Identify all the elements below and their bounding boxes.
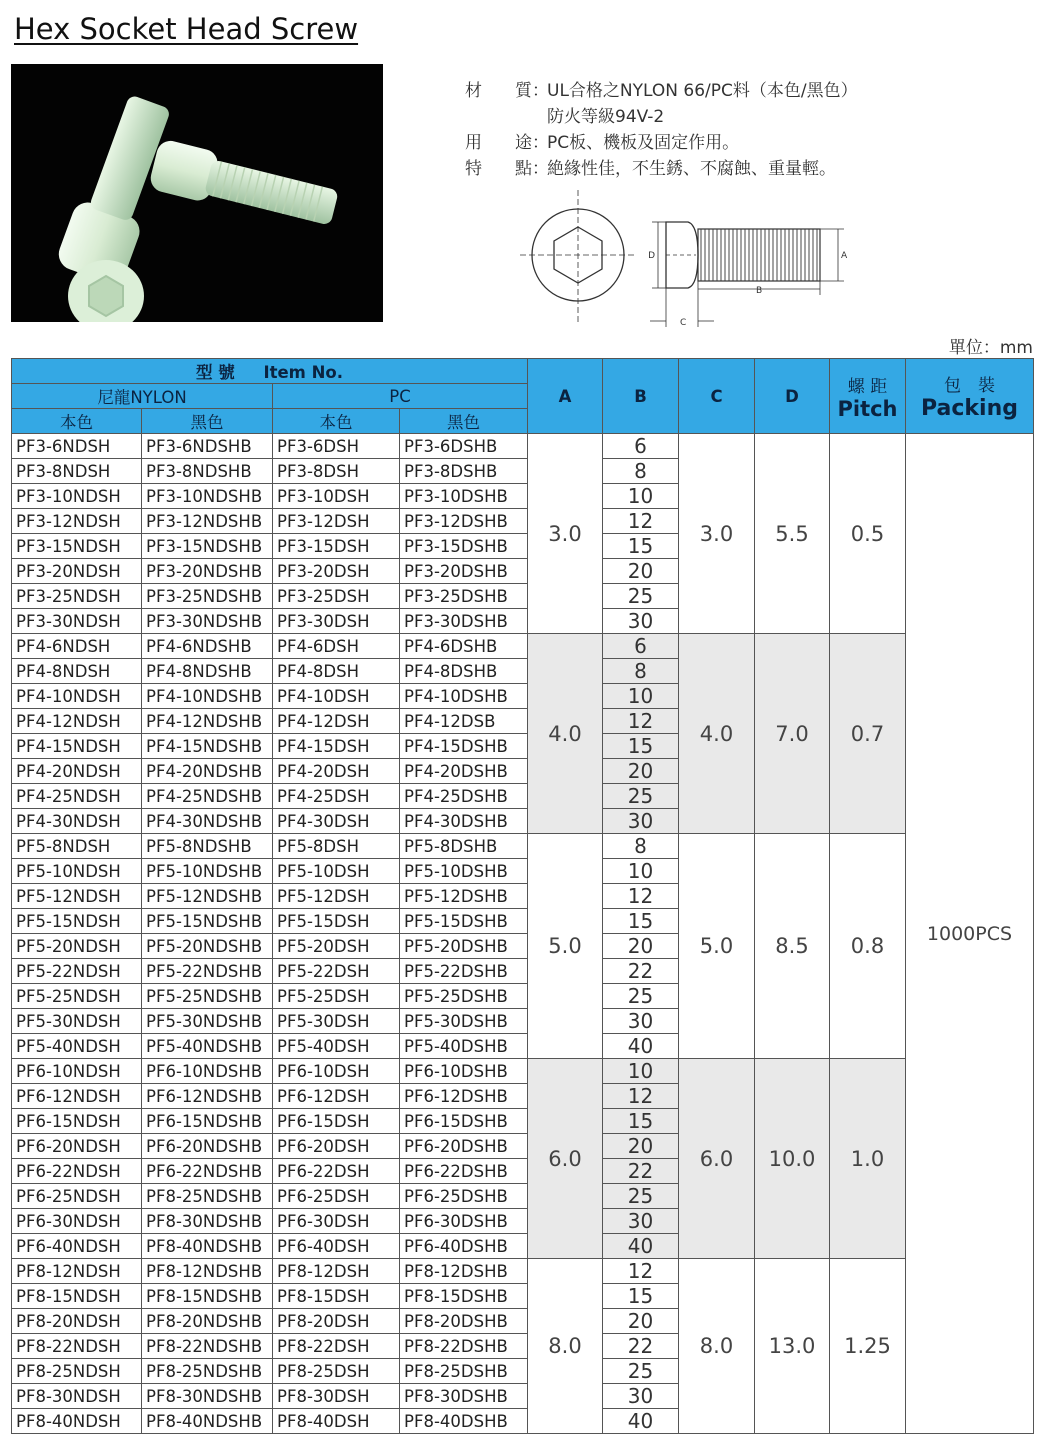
dim-b-cell: 8 <box>603 659 679 684</box>
dim-b-cell: 30 <box>603 1209 679 1234</box>
pc-natural-part: PF3-15DSH <box>273 534 400 559</box>
nylon-black-part: PF4-15NDSHB <box>142 734 273 759</box>
nylon-black-part: PF8-25NDSHB <box>142 1184 273 1209</box>
nylon-natural-part: PF4-25NDSH <box>12 784 142 809</box>
nylon-black-part: PF4-10NDSHB <box>142 684 273 709</box>
dim-b-cell: 10 <box>603 684 679 709</box>
nylon-black-part: PF4-6NDSHB <box>142 634 273 659</box>
pc-natural-part: PF4-6DSH <box>273 634 400 659</box>
header-item-no: 型 號 Item No. <box>12 359 528 384</box>
pitch-cell: 0.7 <box>830 634 906 834</box>
header-packing: 包 裝 Packing <box>906 359 1034 434</box>
nylon-black-part: PF8-30NDSHB <box>142 1209 273 1234</box>
nylon-natural-part: PF6-40NDSH <box>12 1234 142 1259</box>
pc-black-part: PF5-12DSHB <box>400 884 528 909</box>
pc-black-part: PF4-25DSHB <box>400 784 528 809</box>
nylon-natural-part: PF5-12NDSH <box>12 884 142 909</box>
nylon-black-part: PF5-30NDSHB <box>142 1009 273 1034</box>
nylon-natural-part: PF6-12NDSH <box>12 1084 142 1109</box>
pc-natural-part: PF3-10DSH <box>273 484 400 509</box>
nylon-black-part: PF6-20NDSHB <box>142 1134 273 1159</box>
pc-natural-part: PF5-15DSH <box>273 909 400 934</box>
table-row <box>12 834 1034 859</box>
nylon-black-part: PF8-12NDSHB <box>142 1259 273 1284</box>
dim-b-cell: 20 <box>603 559 679 584</box>
dim-b-cell: 40 <box>603 1409 679 1434</box>
nylon-natural-part: PF6-22NDSH <box>12 1159 142 1184</box>
pc-natural-part: PF3-20DSH <box>273 559 400 584</box>
spec-usage: 用 途：PC板、機板及固定作用。 <box>465 133 740 153</box>
pc-black-part: PF4-15DSHB <box>400 734 528 759</box>
header-nylon-black: 黑色 <box>142 409 273 434</box>
spec-material: 材 質：UL合格之NYLON 66/PC料（本色/黑色） <box>465 81 858 101</box>
nylon-black-part: PF5-22NDSHB <box>142 959 273 984</box>
pc-natural-part: PF4-10DSH <box>273 684 400 709</box>
page-title: Hex Socket Head Screw <box>14 12 359 46</box>
nylon-black-part: PF3-20NDSHB <box>142 559 273 584</box>
dim-label-b: B <box>756 286 763 296</box>
header-nylon: 尼龍NYLON <box>12 384 273 409</box>
nylon-natural-part: PF5-30NDSH <box>12 1009 142 1034</box>
dim-b-cell: 25 <box>603 1184 679 1209</box>
table-row <box>12 1259 1034 1284</box>
nylon-natural-part: PF3-15NDSH <box>12 534 142 559</box>
dim-b-cell: 25 <box>603 784 679 809</box>
dim-label-a: A <box>841 251 848 261</box>
dim-b-cell: 30 <box>603 809 679 834</box>
nylon-black-part: PF4-25NDSHB <box>142 784 273 809</box>
nylon-natural-part: PF4-30NDSH <box>12 809 142 834</box>
dim-b-cell: 10 <box>603 484 679 509</box>
nylon-black-part: PF5-20NDSHB <box>142 934 273 959</box>
dim-d-cell: 13.0 <box>755 1259 830 1434</box>
nylon-black-part: PF3-8NDSHB <box>142 459 273 484</box>
nylon-natural-part: PF6-20NDSH <box>12 1134 142 1159</box>
pc-black-part: PF4-6DSHB <box>400 634 528 659</box>
dim-c-cell: 4.0 <box>679 634 755 834</box>
dim-b-cell: 20 <box>603 1134 679 1159</box>
dim-b-cell: 22 <box>603 959 679 984</box>
pc-natural-part: PF6-25DSH <box>273 1184 400 1209</box>
pc-black-part: PF3-8DSHB <box>400 459 528 484</box>
nylon-natural-part: PF8-22NDSH <box>12 1334 142 1359</box>
nylon-natural-part: PF8-40NDSH <box>12 1409 142 1434</box>
pc-black-part: PF8-40DSHB <box>400 1409 528 1434</box>
pc-black-part: PF4-20DSHB <box>400 759 528 784</box>
pc-natural-part: PF5-40DSH <box>273 1034 400 1059</box>
pc-black-part: PF8-25DSHB <box>400 1359 528 1384</box>
dim-b-cell: 30 <box>603 1384 679 1409</box>
pc-natural-part: PF3-12DSH <box>273 509 400 534</box>
nylon-black-part: PF8-40NDSHB <box>142 1409 273 1434</box>
pc-natural-part: PF3-6DSH <box>273 434 400 459</box>
nylon-black-part: PF6-22NDSHB <box>142 1159 273 1184</box>
nylon-black-part: PF5-8NDSHB <box>142 834 273 859</box>
pc-black-part: PF3-10DSHB <box>400 484 528 509</box>
pc-natural-part: PF6-40DSH <box>273 1234 400 1259</box>
dim-label-d: D <box>648 251 655 261</box>
pc-black-part: PF5-22DSHB <box>400 959 528 984</box>
pc-natural-part: PF5-12DSH <box>273 884 400 909</box>
spec-list <box>465 78 858 182</box>
dim-b-cell: 15 <box>603 1284 679 1309</box>
nylon-black-part: PF8-25NDSHB <box>142 1359 273 1384</box>
nylon-natural-part: PF6-30NDSH <box>12 1209 142 1234</box>
nylon-natural-part: PF4-12NDSH <box>12 709 142 734</box>
header-b: B <box>603 359 679 434</box>
pc-natural-part: PF5-10DSH <box>273 859 400 884</box>
pc-black-part: PF5-15DSHB <box>400 909 528 934</box>
pitch-cell: 0.8 <box>830 834 906 1059</box>
pc-black-part: PF3-15DSHB <box>400 534 528 559</box>
dim-b-cell: 22 <box>603 1159 679 1184</box>
pc-black-part: PF5-10DSHB <box>400 859 528 884</box>
nylon-black-part: PF5-10NDSHB <box>142 859 273 884</box>
pc-black-part: PF6-12DSHB <box>400 1084 528 1109</box>
pc-natural-part: PF5-22DSH <box>273 959 400 984</box>
nylon-natural-part: PF3-10NDSH <box>12 484 142 509</box>
pc-black-part: PF4-8DSHB <box>400 659 528 684</box>
dim-a-cell: 4.0 <box>528 634 603 834</box>
dim-b-cell: 12 <box>603 709 679 734</box>
dim-c-cell: 3.0 <box>679 434 755 634</box>
pc-natural-part: PF8-12DSH <box>273 1259 400 1284</box>
dim-label-c: C <box>680 318 687 328</box>
nylon-natural-part: PF5-8NDSH <box>12 834 142 859</box>
pc-natural-part: PF5-8DSH <box>273 834 400 859</box>
pc-natural-part: PF3-25DSH <box>273 584 400 609</box>
nylon-black-part: PF8-15NDSHB <box>142 1284 273 1309</box>
pc-black-part: PF5-30DSHB <box>400 1009 528 1034</box>
nylon-natural-part: PF8-20NDSH <box>12 1309 142 1334</box>
nylon-natural-part: PF5-22NDSH <box>12 959 142 984</box>
dim-b-cell: 10 <box>603 1059 679 1084</box>
dim-b-cell: 25 <box>603 1359 679 1384</box>
nylon-black-part: PF4-20NDSHB <box>142 759 273 784</box>
pc-natural-part: PF4-25DSH <box>273 784 400 809</box>
product-photo <box>11 64 383 322</box>
nylon-natural-part: PF8-25NDSH <box>12 1359 142 1384</box>
pc-natural-part: PF6-12DSH <box>273 1084 400 1109</box>
dim-b-cell: 40 <box>603 1234 679 1259</box>
table-row <box>12 634 1034 659</box>
dim-b-cell: 12 <box>603 1084 679 1109</box>
pc-natural-part: PF4-8DSH <box>273 659 400 684</box>
nylon-natural-part: PF5-15NDSH <box>12 909 142 934</box>
header-row <box>12 359 1034 384</box>
dim-c-cell: 6.0 <box>679 1059 755 1259</box>
nylon-black-part: PF5-12NDSHB <box>142 884 273 909</box>
pc-natural-part: PF3-30DSH <box>273 609 400 634</box>
nylon-natural-part: PF3-25NDSH <box>12 584 142 609</box>
dim-d-cell: 10.0 <box>755 1059 830 1259</box>
spec-fire-rating: 防火等級94V-2 <box>547 107 665 127</box>
header-pc-natural: 本色 <box>273 409 400 434</box>
nylon-black-part: PF8-40NDSHB <box>142 1234 273 1259</box>
pc-black-part: PF6-40DSHB <box>400 1234 528 1259</box>
dim-d-cell: 8.5 <box>755 834 830 1059</box>
nylon-natural-part: PF5-10NDSH <box>12 859 142 884</box>
nylon-black-part: PF6-10NDSHB <box>142 1059 273 1084</box>
dim-d-cell: 5.5 <box>755 434 830 634</box>
nylon-black-part: PF6-12NDSHB <box>142 1084 273 1109</box>
nylon-natural-part: PF8-12NDSH <box>12 1259 142 1284</box>
pitch-cell: 1.0 <box>830 1059 906 1259</box>
dim-a-cell: 3.0 <box>528 434 603 634</box>
dim-b-cell: 20 <box>603 759 679 784</box>
nylon-natural-part: PF3-12NDSH <box>12 509 142 534</box>
header-pc-black: 黑色 <box>400 409 528 434</box>
pc-natural-part: PF5-25DSH <box>273 984 400 1009</box>
dim-b-cell: 6 <box>603 434 679 459</box>
nylon-natural-part: PF5-20NDSH <box>12 934 142 959</box>
pc-black-part: PF5-8DSHB <box>400 834 528 859</box>
pc-black-part: PF6-15DSHB <box>400 1109 528 1134</box>
dim-a-cell: 5.0 <box>528 834 603 1059</box>
nylon-natural-part: PF3-6NDSH <box>12 434 142 459</box>
header-pc: PC <box>273 384 528 409</box>
pc-natural-part: PF4-15DSH <box>273 734 400 759</box>
pc-black-part: PF6-10DSHB <box>400 1059 528 1084</box>
pc-natural-part: PF6-22DSH <box>273 1159 400 1184</box>
nylon-natural-part: PF4-15NDSH <box>12 734 142 759</box>
pc-black-part: PF8-12DSHB <box>400 1259 528 1284</box>
pc-black-part: PF8-20DSHB <box>400 1309 528 1334</box>
pc-black-part: PF6-30DSHB <box>400 1209 528 1234</box>
table-row <box>12 1059 1034 1084</box>
pc-black-part: PF5-40DSHB <box>400 1034 528 1059</box>
nylon-natural-part: PF6-15NDSH <box>12 1109 142 1134</box>
dim-b-cell: 40 <box>603 1034 679 1059</box>
nylon-natural-part: PF6-25NDSH <box>12 1184 142 1209</box>
dim-b-cell: 8 <box>603 459 679 484</box>
nylon-natural-part: PF4-20NDSH <box>12 759 142 784</box>
pc-natural-part: PF6-15DSH <box>273 1109 400 1134</box>
pc-black-part: PF4-30DSHB <box>400 809 528 834</box>
dim-b-cell: 25 <box>603 984 679 1009</box>
nylon-black-part: PF3-6NDSHB <box>142 434 273 459</box>
pc-natural-part: PF8-22DSH <box>273 1334 400 1359</box>
pc-black-part: PF4-12DSB <box>400 709 528 734</box>
pc-black-part: PF8-22DSHB <box>400 1334 528 1359</box>
nylon-natural-part: PF5-40NDSH <box>12 1034 142 1059</box>
pc-natural-part: PF8-40DSH <box>273 1409 400 1434</box>
nylon-black-part: PF3-30NDSHB <box>142 609 273 634</box>
pc-natural-part: PF5-30DSH <box>273 1009 400 1034</box>
nylon-black-part: PF5-40NDSHB <box>142 1034 273 1059</box>
dim-b-cell: 6 <box>603 634 679 659</box>
dim-b-cell: 30 <box>603 609 679 634</box>
pc-black-part: PF5-25DSHB <box>400 984 528 1009</box>
nylon-black-part: PF4-12NDSHB <box>142 709 273 734</box>
dim-b-cell: 10 <box>603 859 679 884</box>
dim-b-cell: 15 <box>603 734 679 759</box>
pc-black-part: PF8-30DSHB <box>400 1384 528 1409</box>
pc-natural-part: PF6-30DSH <box>273 1209 400 1234</box>
header-d: D <box>755 359 830 434</box>
nylon-black-part: PF8-22NDSHB <box>142 1334 273 1359</box>
pc-black-part: PF3-12DSHB <box>400 509 528 534</box>
pitch-cell: 1.25 <box>830 1259 906 1434</box>
dim-c-cell: 5.0 <box>679 834 755 1059</box>
pc-natural-part: PF8-20DSH <box>273 1309 400 1334</box>
pc-natural-part: PF3-8DSH <box>273 459 400 484</box>
pc-black-part: PF5-20DSHB <box>400 934 528 959</box>
nylon-black-part: PF4-30NDSHB <box>142 809 273 834</box>
nylon-black-part: PF3-15NDSHB <box>142 534 273 559</box>
dim-b-cell: 12 <box>603 884 679 909</box>
dim-b-cell: 12 <box>603 509 679 534</box>
pc-natural-part: PF8-25DSH <box>273 1359 400 1384</box>
dim-b-cell: 30 <box>603 1009 679 1034</box>
nylon-natural-part: PF3-30NDSH <box>12 609 142 634</box>
nylon-black-part: PF6-15NDSHB <box>142 1109 273 1134</box>
pc-natural-part: PF5-20DSH <box>273 934 400 959</box>
header-nylon-natural: 本色 <box>12 409 142 434</box>
header-a: A <box>528 359 603 434</box>
pc-black-part: PF3-25DSHB <box>400 584 528 609</box>
spec-table <box>11 358 1034 1434</box>
pc-natural-part: PF4-20DSH <box>273 759 400 784</box>
pitch-cell: 0.5 <box>830 434 906 634</box>
table-row <box>12 434 1034 459</box>
pc-natural-part: PF6-10DSH <box>273 1059 400 1084</box>
pc-natural-part: PF4-30DSH <box>273 809 400 834</box>
nylon-natural-part: PF3-20NDSH <box>12 559 142 584</box>
pc-natural-part: PF4-12DSH <box>273 709 400 734</box>
dim-b-cell: 20 <box>603 1309 679 1334</box>
nylon-natural-part: PF6-10NDSH <box>12 1059 142 1084</box>
nylon-natural-part: PF4-8NDSH <box>12 659 142 684</box>
nylon-black-part: PF8-20NDSHB <box>142 1309 273 1334</box>
pc-black-part: PF3-6DSHB <box>400 434 528 459</box>
pc-black-part: PF3-30DSHB <box>400 609 528 634</box>
nylon-black-part: PF4-8NDSHB <box>142 659 273 684</box>
dim-b-cell: 15 <box>603 534 679 559</box>
pc-natural-part: PF8-30DSH <box>273 1384 400 1409</box>
dim-b-cell: 20 <box>603 934 679 959</box>
dim-b-cell: 25 <box>603 584 679 609</box>
nylon-natural-part: PF3-8NDSH <box>12 459 142 484</box>
nylon-black-part: PF3-25NDSHB <box>142 584 273 609</box>
header-c: C <box>679 359 755 434</box>
pc-black-part: PF4-10DSHB <box>400 684 528 709</box>
packing-cell: 1000PCS <box>906 434 1034 1434</box>
pc-black-part: PF3-20DSHB <box>400 559 528 584</box>
dim-c-cell: 8.0 <box>679 1259 755 1434</box>
unit-label: 單位：mm <box>948 338 1033 358</box>
pc-natural-part: PF6-20DSH <box>273 1134 400 1159</box>
nylon-black-part: PF3-12NDSHB <box>142 509 273 534</box>
nylon-natural-part: PF5-25NDSH <box>12 984 142 1009</box>
pc-black-part: PF8-15DSHB <box>400 1284 528 1309</box>
pc-black-part: PF6-20DSHB <box>400 1134 528 1159</box>
dim-b-cell: 15 <box>603 909 679 934</box>
dim-b-cell: 12 <box>603 1259 679 1284</box>
spec-features: 特 點：絶緣性佳，不生銹、不腐蝕、重量輕。 <box>465 159 836 179</box>
dim-a-cell: 6.0 <box>528 1059 603 1259</box>
nylon-black-part: PF8-30NDSHB <box>142 1384 273 1409</box>
nylon-natural-part: PF4-10NDSH <box>12 684 142 709</box>
pc-natural-part: PF8-15DSH <box>273 1284 400 1309</box>
pc-black-part: PF6-22DSHB <box>400 1159 528 1184</box>
nylon-natural-part: PF4-6NDSH <box>12 634 142 659</box>
dimension-drawing <box>520 185 860 334</box>
dim-d-cell: 7.0 <box>755 634 830 834</box>
nylon-natural-part: PF8-30NDSH <box>12 1384 142 1409</box>
nylon-natural-part: PF8-15NDSH <box>12 1284 142 1309</box>
pc-black-part: PF6-25DSHB <box>400 1184 528 1209</box>
nylon-black-part: PF5-15NDSHB <box>142 909 273 934</box>
header-pitch: 螺 距 Pitch <box>830 359 906 434</box>
dim-b-cell: 8 <box>603 834 679 859</box>
nylon-black-part: PF5-25NDSHB <box>142 984 273 1009</box>
dim-a-cell: 8.0 <box>528 1259 603 1434</box>
dim-b-cell: 15 <box>603 1109 679 1134</box>
dim-b-cell: 22 <box>603 1334 679 1359</box>
nylon-black-part: PF3-10NDSHB <box>142 484 273 509</box>
